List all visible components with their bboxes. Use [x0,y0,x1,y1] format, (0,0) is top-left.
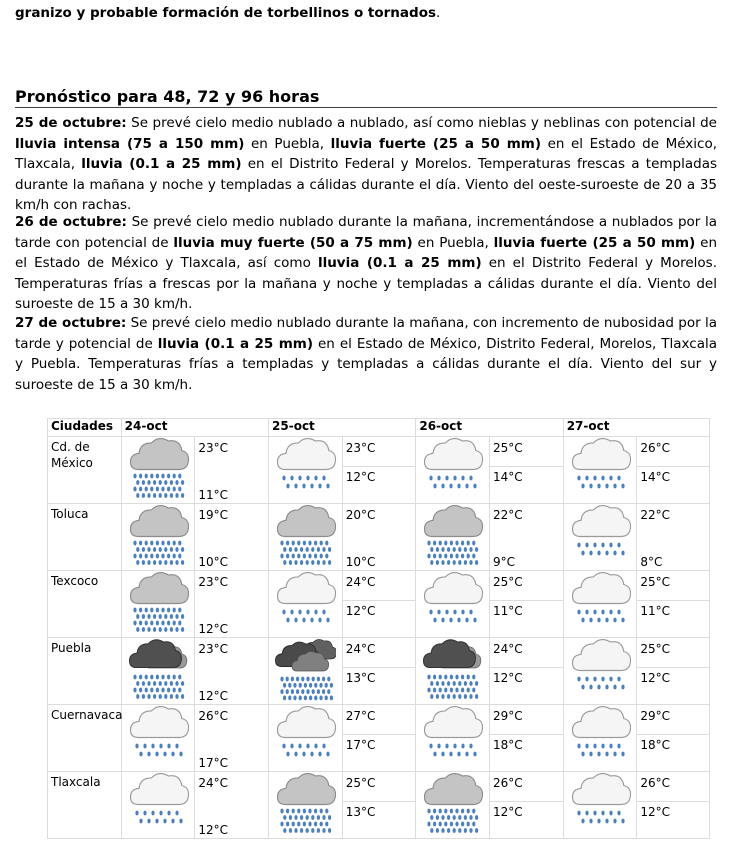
table-row [48,772,710,839]
text: en el Estado de México, Distrito Federal, Morelos, Tlaxcala y Puebla. Temperaturas frías a templadas y templadas a cálidas durante el día. Viento del sur y suroeste de 15 a 30 km/h. [15,335,717,393]
light-rain-cloud-icon [564,639,637,703]
header-day: 27-oct [563,419,709,437]
bold-text: lluvia fuerte (25 a 50 mm) [493,234,696,251]
temp-max: 29°C [640,709,671,723]
text: Se prevé cielo medio nublado durante la mañana, con incremento de nubosidad por la tarde y potencial de [15,315,717,352]
temp-max: 19°C [198,508,228,522]
temp-max: 22°C [493,508,523,522]
bold-text: 26 de octubre: [15,214,127,230]
intro-bold: granizo y probable formación de torbellinos o tornados [15,5,436,21]
bold-text: 25 de octubre: [15,115,127,131]
forecast-table [47,418,710,839]
bold-text: lluvia (0.1 a 25 mm) [81,156,242,172]
text: en Puebla, [244,135,331,152]
temp-min: 10°C [345,555,376,569]
table-row [48,705,710,772]
table-row [48,571,710,638]
text: en el Distrito Federal y Morelos. Temperaturas frías a frescas por la mañana y noche y templadas a cálidas durante el día. Viento del suroeste de 15 a 30 km/h. [15,255,717,312]
temp-min: 13°C [345,805,376,819]
temp-max: 27°C [345,709,376,723]
temp-min: 13°C [345,671,376,685]
temp-max: 26°C [640,776,671,790]
heavy-rain-cloud-icon [122,572,195,636]
forecast-paragraph-26 [15,212,717,315]
temp-min: 9°C [493,555,516,569]
temp-min: 12°C [345,470,376,484]
heavy-rain-cloud-icon [122,505,195,569]
text: en el Estado de México y Tlaxcala, así como [15,234,717,271]
city-name: Texcoco [48,571,122,638]
temp-min: 12°C [345,604,376,618]
temp-min: 12°C [493,805,523,819]
temp-max: 24°C [198,776,228,790]
text: Se prevé cielo medio nublado durante la mañana, incrementándose a nublados por la tarde con potencial de [15,214,717,251]
city-name: Puebla [48,638,122,705]
temp-min: 12°C [198,622,228,636]
header-day: 25-oct [269,419,416,437]
temp-min: 11°C [493,604,523,618]
forecast-paragraph-25 [15,113,717,216]
heavy-rain-cloud-icon [122,438,195,502]
text: en el Estado de México, Tlaxcala, [15,135,718,172]
table-row [48,638,710,705]
forecast-paragraph-27 [15,313,717,395]
bold-text: lluvia intensa (75 a 150 mm) [15,135,245,152]
temp-max: 26°C [640,441,671,455]
text: Se prevé cielo medio nublado a nublado, así como nieblas y neblinas con potencial de [126,115,717,131]
temp-min: 17°C [345,738,376,752]
heavy-rain-cloud-icon [416,505,489,569]
temp-max: 23°C [198,642,228,656]
header-day: 26-oct [416,419,563,437]
light-rain-cloud-icon [564,505,637,569]
light-rain-cloud-icon [269,438,342,502]
temp-max: 25°C [493,441,523,455]
temp-max: 26°C [493,776,523,790]
temp-min: 12°C [198,689,228,703]
temp-max: 23°C [198,575,228,589]
temp-min: 18°C [493,738,523,752]
table-header-row [48,419,710,437]
light-rain-cloud-icon [564,773,637,837]
city-name: Cuernavaca [48,705,122,772]
temp-max: 23°C [345,441,376,455]
section-title: Pronóstico para 48, 72 y 96 horas [15,87,717,108]
temp-max: 26°C [198,709,228,723]
temp-min: 12°C [493,671,523,685]
light-rain-cloud-icon [122,773,195,837]
temp-max: 25°C [493,575,523,589]
temp-min: 8°C [640,555,663,569]
temp-max: 29°C [493,709,523,723]
temp-min: 12°C [640,671,671,685]
temp-max: 24°C [345,575,376,589]
temp-min: 11°C [640,604,671,618]
thunderstorm-cloud-icon [269,639,342,703]
intro-text [15,5,440,21]
light-rain-cloud-icon [564,572,637,636]
light-rain-cloud-icon [269,706,342,770]
temp-max: 23°C [198,441,228,455]
temp-min: 14°C [493,470,523,484]
temp-max: 20°C [345,508,376,522]
temp-max: 25°C [345,776,376,790]
text: en el Distrito Federal y Morelos. Temperaturas frescas a templadas durante la mañana y noche y templadas a cálidas durante el día. Viento del oeste-suroeste de 20 a 35 km/h con rachas. [15,156,717,213]
bold-text: lluvia muy fuerte (50 a 75 mm) [173,234,413,251]
temp-min: 12°C [640,805,671,819]
city-name: Tlaxcala [48,772,122,839]
light-rain-cloud-icon [416,572,489,636]
light-rain-cloud-icon [122,706,195,770]
temp-max: 25°C [640,575,671,589]
temp-min: 17°C [198,756,228,770]
temp-max: 22°C [640,508,671,522]
light-rain-cloud-icon [416,706,489,770]
header-day: 24-oct [121,419,268,437]
bold-text: lluvia fuerte (25 a 50 mm) [330,135,541,152]
temp-min: 10°C [198,555,228,569]
temp-max: 25°C [640,642,671,656]
temp-min: 12°C [198,823,228,837]
light-rain-cloud-icon [269,572,342,636]
city-name: Cd. de México [48,437,122,504]
temp-min: 11°C [198,488,228,502]
text: en Puebla, [412,234,494,251]
heavy-rain-cloud-icon [416,773,489,837]
bold-text: lluvia (0.1 a 25 mm) [317,255,482,271]
temp-max: 24°C [345,642,376,656]
table-row [48,504,710,571]
table-row [48,437,710,504]
heavy-rain-cloud-icon [269,505,342,569]
light-rain-cloud-icon [416,438,489,502]
temp-max: 24°C [493,642,523,656]
bold-text: lluvia (0.1 a 25 mm) [157,335,314,352]
header-cities: Ciudades [48,419,122,437]
intro-end: . [436,5,441,21]
storm-cloud-icon [122,639,195,703]
light-rain-cloud-icon [564,438,637,502]
bold-text: 27 de octubre: [15,315,127,331]
heavy-rain-cloud-icon [269,773,342,837]
temp-min: 14°C [640,470,671,484]
light-rain-cloud-icon [564,706,637,770]
city-name: Toluca [48,504,122,571]
storm-cloud-icon [416,639,489,703]
temp-min: 18°C [640,738,671,752]
